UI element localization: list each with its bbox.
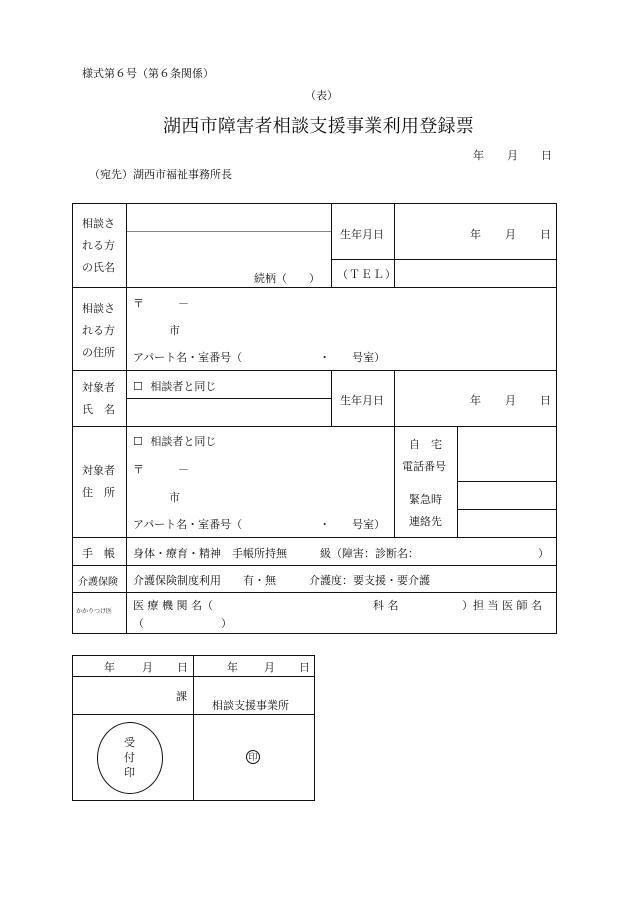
stamp-char: 印 bbox=[124, 766, 135, 779]
postal-mark: 〒 bbox=[133, 297, 144, 310]
same-as-consultee-checkbox[interactable] bbox=[133, 378, 216, 394]
subject-name-label bbox=[82, 377, 115, 421]
apartment-label: アパート名・室番号（ ・ 号室） bbox=[133, 351, 386, 364]
row-line-1 bbox=[73, 287, 557, 288]
doctor-name-label: ）担 当 医 師 名 bbox=[462, 599, 542, 612]
row-line-2 bbox=[73, 370, 557, 371]
date-year-label: 年 bbox=[473, 149, 484, 162]
date-day-label: 日 bbox=[541, 149, 552, 162]
seal-mark-icon: 印 bbox=[246, 750, 260, 764]
subject-postal-dash: － bbox=[178, 463, 189, 476]
row-line-3 bbox=[73, 426, 557, 427]
consultee-furigana-field[interactable] bbox=[127, 205, 330, 230]
label-line: 緊急時 bbox=[409, 493, 442, 506]
office-left-day: 日 bbox=[177, 661, 188, 674]
checkbox-label: 相談者と同じ bbox=[150, 380, 217, 393]
care-insurance-content: 介護保険制度利用 有・無 介護度：要支援・要介護 bbox=[133, 574, 430, 587]
birth-col-line-3 bbox=[331, 371, 332, 426]
office-row-line-1 bbox=[73, 676, 314, 677]
reception-stamp-text bbox=[124, 735, 135, 780]
postal-dash: － bbox=[178, 297, 189, 310]
consultee-birth-label: 生年月日 bbox=[340, 228, 384, 241]
handbook-label: 手 帳 bbox=[82, 547, 115, 560]
birth-col-line-1 bbox=[331, 204, 332, 287]
handbook-content: 身体・療育・精神 手帳所持無 級（障害：診断名： bbox=[133, 547, 419, 560]
label-line: れる方 bbox=[82, 239, 115, 252]
office-left-month: 月 bbox=[142, 661, 153, 674]
home-phone-label bbox=[402, 434, 446, 478]
checkbox-label: 相談者と同じ bbox=[150, 435, 217, 448]
city-label: 市 bbox=[169, 324, 180, 337]
subject-birth-year: 年 bbox=[470, 394, 481, 407]
office-row-line-2 bbox=[73, 714, 314, 715]
relation-label: 続柄（ ） bbox=[254, 272, 320, 285]
consultee-name-label bbox=[82, 213, 115, 279]
subject-city-label: 市 bbox=[169, 491, 180, 504]
consultee-address-label bbox=[82, 298, 115, 364]
phone-col-line-1 bbox=[394, 427, 395, 537]
office-name: 相談支援事業所 bbox=[212, 699, 289, 712]
label-line: の住所 bbox=[82, 346, 115, 359]
office-right-month: 月 bbox=[264, 661, 275, 674]
subject-birth-label: 生年月日 bbox=[340, 394, 384, 407]
medical-institution-label: 医 療 機 関 名（ bbox=[133, 599, 213, 612]
label-line: 電話番号 bbox=[402, 460, 446, 473]
form-number: 様式第６号（第６条関係） bbox=[82, 67, 214, 80]
office-right-day: 日 bbox=[299, 661, 310, 674]
label-line: の氏名 bbox=[82, 261, 115, 274]
home-phone-field[interactable] bbox=[458, 428, 556, 480]
stamp-char: 付 bbox=[124, 751, 135, 764]
department-label: 科 名 bbox=[373, 599, 399, 612]
label-line: 対象者 bbox=[82, 381, 115, 394]
subject-apartment-label: アパート名・室番号（ ・ 号室） bbox=[133, 518, 386, 531]
handbook-close-paren: ） bbox=[538, 547, 549, 560]
label-line: 住 所 bbox=[82, 486, 115, 499]
consultee-birth-year: 年 bbox=[470, 228, 481, 241]
subject-postal-mark: 〒 bbox=[133, 463, 144, 476]
section-suffix: 課 bbox=[176, 690, 187, 703]
office-left-year: 年 bbox=[104, 661, 115, 674]
row-line-5 bbox=[73, 565, 557, 566]
label-line: 氏 名 bbox=[82, 403, 115, 416]
row-line-4 bbox=[73, 537, 557, 538]
label-line: 対象者 bbox=[82, 464, 115, 477]
birth-col-line-4 bbox=[394, 371, 395, 426]
label-line: 相談さ bbox=[82, 217, 115, 230]
emergency-contact-field-1[interactable] bbox=[458, 482, 556, 508]
addressee: （宛先）湖西市福祉事務所長 bbox=[89, 168, 232, 181]
doctor-name-field: （ ） bbox=[133, 617, 232, 630]
doctor-label: かかりつけ医 bbox=[76, 608, 113, 615]
care-insurance-label: 介護保険 bbox=[78, 577, 118, 588]
checkbox-icon: ☐ bbox=[133, 380, 143, 393]
date-month-label: 月 bbox=[507, 149, 518, 162]
stamp-char: 受 bbox=[124, 736, 135, 749]
office-col-line bbox=[193, 656, 194, 800]
emergency-contact-field-2[interactable] bbox=[458, 510, 556, 536]
subject-birth-month: 月 bbox=[505, 394, 516, 407]
subject-name-field[interactable] bbox=[127, 399, 330, 425]
tel-label: （ＴＥＬ） bbox=[337, 268, 397, 281]
label-line: 相談さ bbox=[82, 302, 115, 315]
office-right-year: 年 bbox=[227, 661, 238, 674]
row-line-6 bbox=[73, 592, 557, 593]
subject-birth-day: 日 bbox=[540, 394, 551, 407]
form-side-label: （表） bbox=[305, 89, 338, 102]
name-furigana-line bbox=[126, 231, 331, 232]
subject-address-label bbox=[82, 460, 115, 504]
subject-same-checkbox[interactable] bbox=[133, 433, 216, 449]
checkbox-icon: ☐ bbox=[133, 435, 143, 448]
emergency-contact-label bbox=[409, 489, 442, 533]
label-line: 自 宅 bbox=[409, 438, 442, 451]
label-line: れる方 bbox=[82, 324, 115, 337]
consultee-tel-field[interactable] bbox=[395, 260, 555, 286]
page-title: 湖西市障害者相談支援事業利用登録票 bbox=[163, 116, 475, 137]
label-line: 連絡先 bbox=[409, 515, 442, 528]
consultee-birth-month: 月 bbox=[505, 228, 516, 241]
consultee-birth-day: 日 bbox=[540, 228, 551, 241]
